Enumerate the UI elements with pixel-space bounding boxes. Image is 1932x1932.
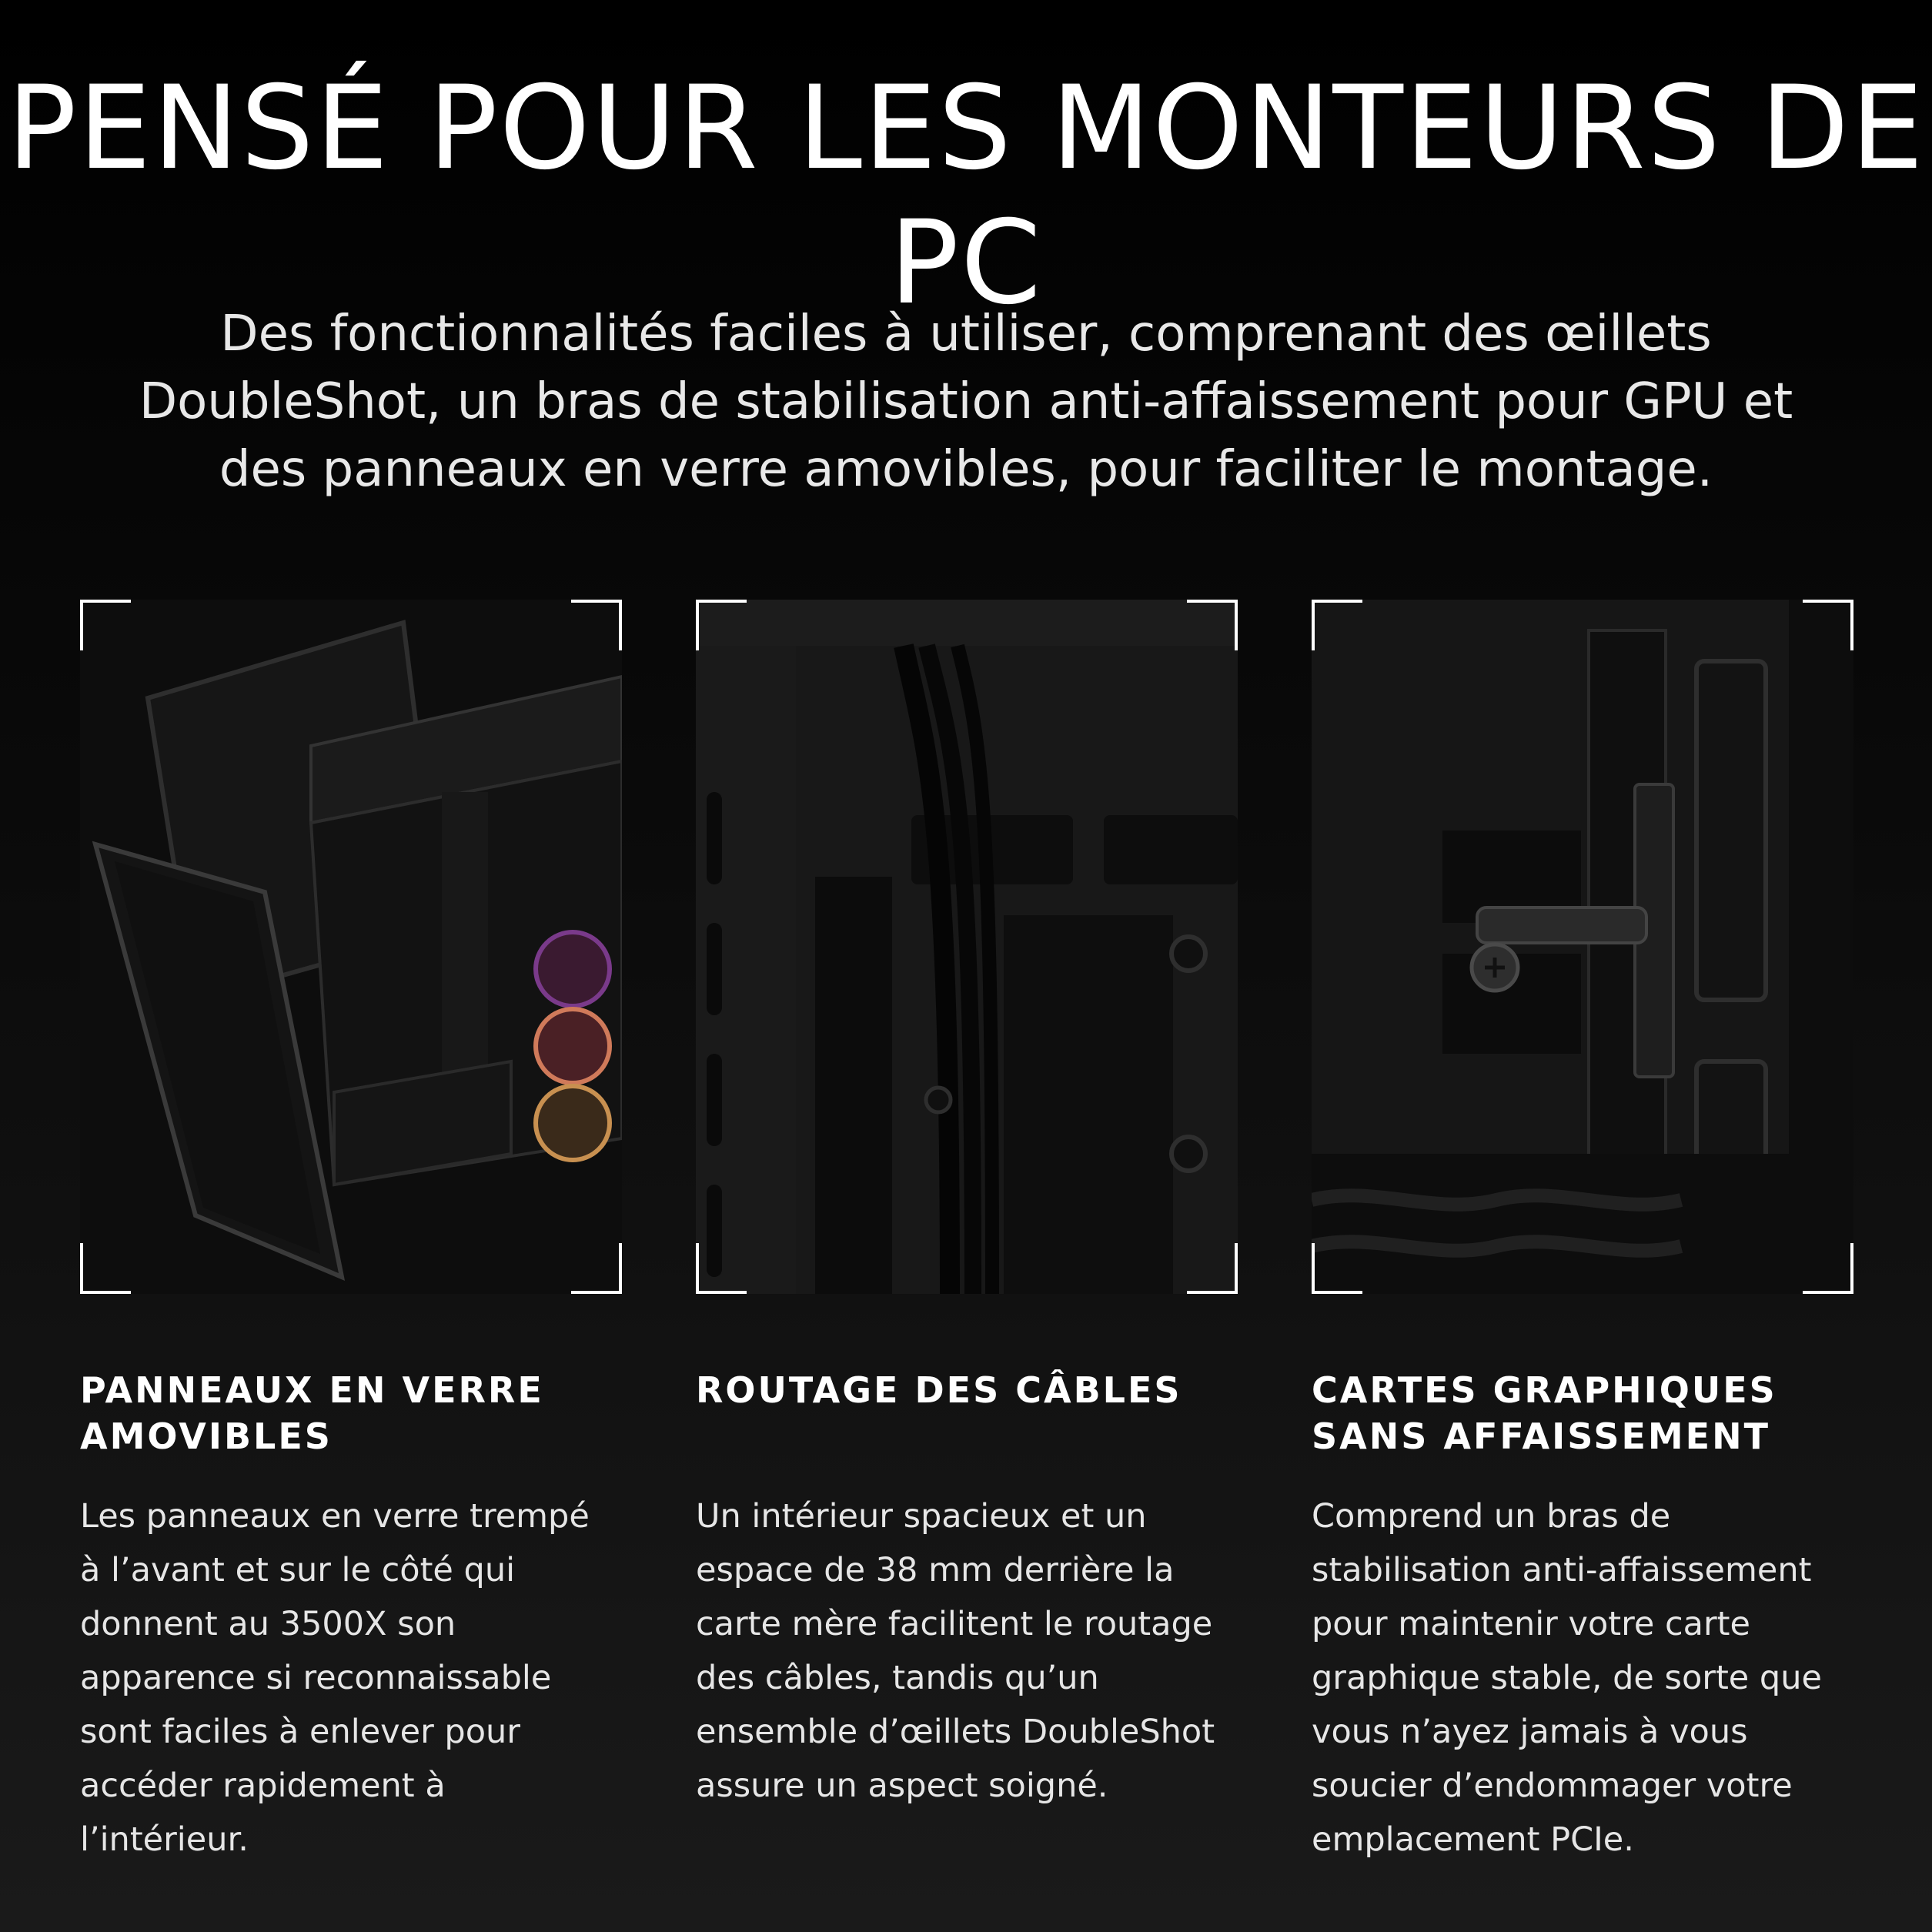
frame-corner: [696, 1243, 747, 1294]
feature-image-cable-routing: [696, 600, 1238, 1294]
frame-corner: [571, 600, 622, 650]
feature-title-cable-routing: ROUTAGE DES CÂBLES: [696, 1369, 1182, 1411]
feature-image-glass-panels: [80, 600, 622, 1294]
frame-corner: [1312, 1243, 1362, 1294]
frame-corner: [80, 1243, 131, 1294]
page-title: PENSÉ POUR LES MONTEURS DE PC: [7, 62, 1925, 330]
gpu-bracket-illustration: [1312, 600, 1853, 1294]
feature-image-gpu-bracket: [1312, 600, 1853, 1294]
frame-corner: [571, 1243, 622, 1294]
feature-text-cable-routing: Un intérieur spacieux et un espace de 38 mm derrière la carte mère facilitent le routage des câbles, tandis qu’un ensemble d’œillets DoubleShot assure un aspect soigné.: [696, 1497, 1215, 1805]
feature-title-glass-panels: PANNEAUX EN VERRE AMOVIBLES: [80, 1369, 544, 1457]
page-subtitle: Des fonctionnalités faciles à utiliser, comprenant des œillets DoubleShot, un bras de stabilisation anti-affaissement pour GPU et des panneaux en verre amovibles, pour faciliter le montage.: [139, 306, 1793, 498]
frame-corner: [1187, 1243, 1238, 1294]
frame-corner: [1803, 600, 1853, 650]
frame-corner: [1187, 600, 1238, 650]
exploded-case-illustration: [80, 600, 622, 1294]
frame-corner: [1312, 600, 1362, 650]
feature-text-gpu-anti-sag: Comprend un bras de stabilisation anti-affaissement pour maintenir votre carte graphique stable, de sorte que vous n’ayez jamais à vous soucier d’endommager votre emplacement PCIe.: [1312, 1497, 1822, 1859]
frame-corner: [80, 600, 131, 650]
cable-routing-illustration: [696, 600, 1238, 1294]
feature-text-glass-panels: Les panneaux en verre trempé à l’avant et sur le côté qui donnent au 3500X son apparence si reconnaissable sont faciles à enlever pour accéder rapidement à l’intérieur.: [80, 1497, 590, 1859]
frame-corner: [1803, 1243, 1853, 1294]
frame-corner: [696, 600, 747, 650]
feature-title-gpu-anti-sag: CARTES GRAPHIQUES SANS AFFAISSEMENT: [1312, 1369, 1777, 1457]
